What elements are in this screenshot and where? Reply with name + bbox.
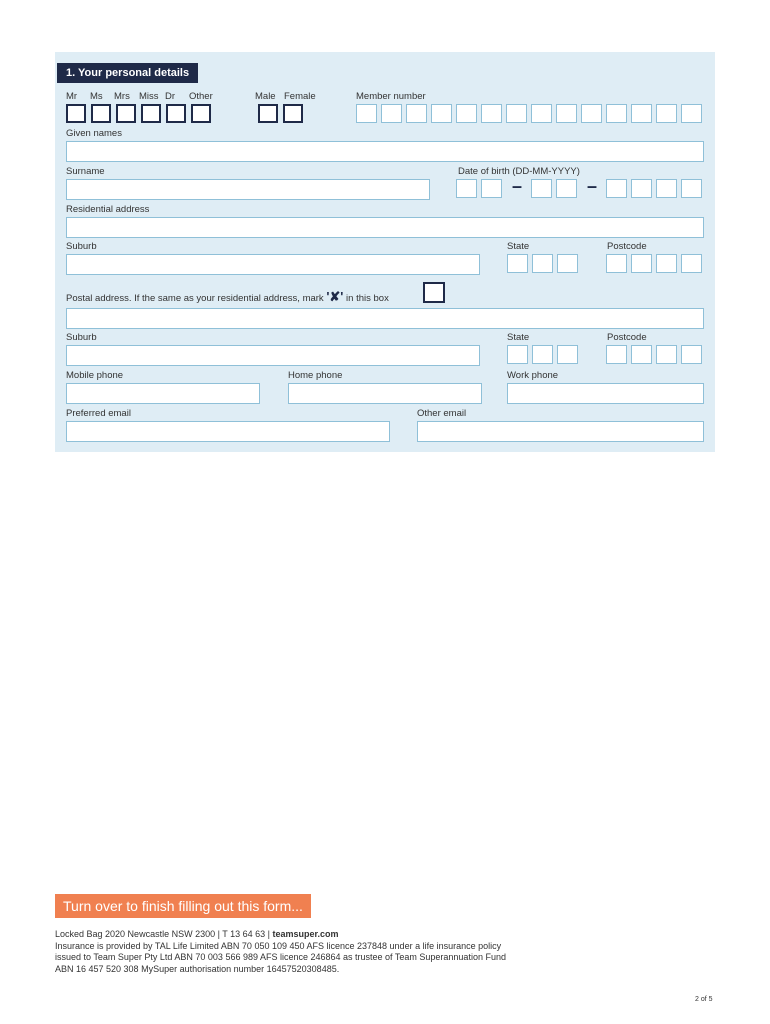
- postcode-digit-box[interactable]: [681, 254, 702, 273]
- postal-postcode-digit-box[interactable]: [681, 345, 702, 364]
- mobile-label: Mobile phone: [66, 370, 124, 381]
- dob-dash: –: [587, 176, 598, 196]
- title-checkbox-mr[interactable]: [66, 104, 86, 123]
- title-checkbox-miss[interactable]: [141, 104, 161, 123]
- dob-digit-box[interactable]: [556, 179, 577, 198]
- suburb-label: Suburb: [66, 241, 97, 252]
- member-number-digit-box[interactable]: [481, 104, 502, 123]
- postal-same-checkbox[interactable]: [423, 282, 445, 303]
- title-label-mrs: Mrs: [114, 91, 130, 102]
- page-number: 2 of 5: [695, 996, 713, 1003]
- postal-suburb-input[interactable]: [66, 345, 480, 366]
- title-label-miss: Miss: [139, 91, 159, 102]
- footer-legal: Insurance is provided by TAL Life Limited ABN 70 050 109 450 AFS licence 237848 under a life insurance policy issued to Team Super Pty Ltd ABN 70 003 566 989 AFS licence 246864 as trustee of Team Superannuation Fund ABN 16 457 520 308 MySuper authorisation number 16457520308485.: [55, 940, 506, 974]
- dob-label: Date of birth (DD-MM-YYYY): [458, 166, 580, 177]
- postcode-digit-box[interactable]: [631, 254, 652, 273]
- member-number-digit-box[interactable]: [556, 104, 577, 123]
- member-number-digit-box[interactable]: [681, 104, 702, 123]
- x-mark-icon: '✘': [326, 289, 344, 304]
- postal-state-letter-box[interactable]: [557, 345, 578, 364]
- member-number-digit-box[interactable]: [631, 104, 652, 123]
- title-checkbox-dr[interactable]: [166, 104, 186, 123]
- address-text: Locked Bag 2020 Newcastle NSW 2300 | T 13 64 63 |: [55, 929, 273, 939]
- other-email-label: Other email: [417, 408, 467, 419]
- email-input[interactable]: [66, 421, 390, 442]
- postal-input[interactable]: [66, 308, 704, 329]
- member-number-digit-box[interactable]: [606, 104, 627, 123]
- gender-checkbox-female[interactable]: [283, 104, 303, 123]
- title-label-mr: Mr: [66, 91, 78, 102]
- work-phone-input[interactable]: [507, 383, 704, 404]
- postal-state-label: State: [507, 332, 530, 343]
- dob-dash: –: [512, 176, 523, 196]
- member-number-digit-box[interactable]: [356, 104, 377, 123]
- postcode-digit-box[interactable]: [606, 254, 627, 273]
- member-number-digit-box[interactable]: [581, 104, 602, 123]
- gender-checkbox-male[interactable]: [258, 104, 278, 123]
- state-letter-box[interactable]: [557, 254, 578, 273]
- dob-digit-box[interactable]: [481, 179, 502, 198]
- mobile-input[interactable]: [66, 383, 260, 404]
- dob-digit-box[interactable]: [531, 179, 552, 198]
- email-label: Preferred email: [66, 408, 131, 419]
- postal-instruction: [66, 289, 389, 305]
- title-label-dr: Dr: [165, 91, 176, 102]
- title-label-ms: Ms: [90, 91, 103, 102]
- member-number-digit-box[interactable]: [431, 104, 452, 123]
- postal-postcode-digit-box[interactable]: [606, 345, 627, 364]
- dob-digit-box[interactable]: [606, 179, 627, 198]
- given-names-input[interactable]: [66, 141, 704, 162]
- state-letter-box[interactable]: [507, 254, 528, 273]
- gender-label-female: Female: [284, 91, 316, 102]
- postal-text-end: in this box: [346, 293, 389, 304]
- postal-postcode-digit-box[interactable]: [656, 345, 677, 364]
- title-checkbox-ms[interactable]: [91, 104, 111, 123]
- given-names-label: Given names: [66, 128, 122, 139]
- home-phone-label: Home phone: [288, 370, 343, 381]
- turn-over-banner: Turn over to finish filling out this form...: [55, 894, 311, 918]
- member-number-digit-box[interactable]: [456, 104, 477, 123]
- postal-text: Postal address. If the same as your residential address, mark: [66, 293, 324, 304]
- title-checkbox-other[interactable]: [191, 104, 211, 123]
- section-title: 1. Your personal details: [57, 63, 198, 83]
- dob-digit-box[interactable]: [656, 179, 677, 198]
- postal-state-letter-box[interactable]: [507, 345, 528, 364]
- member-number-digit-box[interactable]: [406, 104, 427, 123]
- website-link[interactable]: teamsuper.com: [272, 929, 339, 939]
- postcode-digit-box[interactable]: [656, 254, 677, 273]
- residential-input[interactable]: [66, 217, 704, 238]
- state-label: State: [507, 241, 530, 252]
- member-number-label: Member number: [356, 91, 426, 102]
- member-number-digit-box[interactable]: [656, 104, 677, 123]
- postal-postcode-label: Postcode: [607, 332, 647, 343]
- surname-label: Surname: [66, 166, 105, 177]
- other-email-input[interactable]: [417, 421, 704, 442]
- gender-label-male: Male: [255, 91, 276, 102]
- dob-digit-box[interactable]: [681, 179, 702, 198]
- work-phone-label: Work phone: [507, 370, 559, 381]
- postcode-label: Postcode: [607, 241, 647, 252]
- footer-address: [55, 929, 515, 941]
- suburb-input[interactable]: [66, 254, 480, 275]
- dob-digit-box[interactable]: [456, 179, 477, 198]
- member-number-digit-box[interactable]: [531, 104, 552, 123]
- title-checkbox-mrs[interactable]: [116, 104, 136, 123]
- residential-label: Residential address: [66, 204, 150, 215]
- member-number-digit-box[interactable]: [381, 104, 402, 123]
- home-phone-input[interactable]: [288, 383, 482, 404]
- footer-text: [55, 929, 515, 975]
- postal-postcode-digit-box[interactable]: [631, 345, 652, 364]
- postal-state-letter-box[interactable]: [532, 345, 553, 364]
- dob-digit-box[interactable]: [631, 179, 652, 198]
- state-letter-box[interactable]: [532, 254, 553, 273]
- member-number-digit-box[interactable]: [506, 104, 527, 123]
- title-label-other: Other: [189, 91, 213, 102]
- postal-suburb-label: Suburb: [66, 332, 97, 343]
- surname-input[interactable]: [66, 179, 430, 200]
